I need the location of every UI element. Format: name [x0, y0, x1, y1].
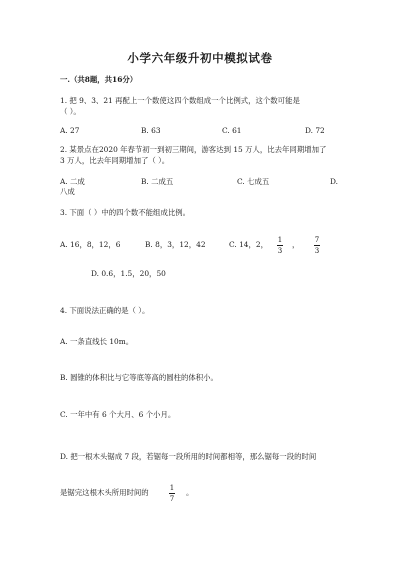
question-2-option-c: C. 七成五	[237, 177, 270, 186]
question-3-option-a: A. 16，8，12，6	[60, 240, 121, 249]
question-1-text: 1. 把 9、3、21 再配上一个数使这四个数组成一个比例式，这个数可能是	[60, 96, 300, 105]
question-2-option-b: B. 二成五	[141, 177, 174, 186]
question-3-separator: ，	[292, 240, 300, 249]
section-heading: 一.（共8题，共16分）	[60, 75, 138, 84]
fraction-denominator: 7	[169, 495, 175, 503]
question-2-text-cont: 3 万人，比去年同期增加了（ ）。	[60, 156, 170, 165]
page-title: 小学六年级升初中模拟试卷	[127, 51, 273, 65]
fraction-bar	[169, 493, 175, 494]
fraction-bar	[314, 245, 320, 246]
question-3-fraction-one-third	[277, 236, 283, 255]
question-1-option-a: A. 27	[60, 126, 80, 135]
fraction-numerator: 1	[277, 236, 283, 244]
question-2-option-a: A. 二成	[60, 177, 85, 186]
question-1-option-c: C. 61	[222, 126, 242, 135]
question-4-option-b: B. 圆锥的体积比与它等底等高的圆柱的体积小。	[60, 373, 218, 382]
fraction-denominator: 3	[314, 247, 320, 255]
fraction-bar	[277, 245, 283, 246]
question-4-text: 4. 下面说法正确的是（ ）。	[60, 306, 150, 315]
question-4-option-d-end: 。	[186, 488, 194, 497]
question-1-text-cont: （ ）。	[60, 107, 81, 116]
question-2-option-d-text: 八成	[60, 187, 75, 196]
question-3-option-c: C. 14，2，	[229, 240, 268, 249]
question-1-option-d: D. 72	[305, 126, 325, 135]
question-4-option-d-cont: 是锯完这根木头所用时间的	[60, 488, 149, 497]
question-3-fraction-seven-thirds	[314, 236, 320, 255]
question-4-option-d: D. 把一根木头锯成 7 段，若锯每一段所用的时间都相等，那么锯每一段的时间	[60, 452, 317, 461]
fraction-numerator: 1	[169, 484, 175, 492]
question-4-option-c: C. 一年中有 6 个大月、6 个小月。	[60, 410, 176, 419]
question-4-fraction-one-seventh	[169, 484, 175, 503]
question-2-text: 2. 某景点在2020 年春节初一到初三期间，游客达到 15 万人，比去年同期增加了	[60, 145, 327, 154]
fraction-denominator: 3	[277, 247, 283, 255]
question-2-option-d: D.	[330, 177, 339, 186]
question-4-option-a: A. 一条直线长 10m。	[60, 337, 134, 346]
question-3-option-b: B. 8，3，12，42	[145, 240, 206, 249]
question-1-option-b: B. 63	[141, 126, 161, 135]
question-3-text: 3. 下面（ ）中的四个数不能组成比例。	[60, 208, 191, 217]
fraction-numerator: 7	[314, 236, 320, 244]
question-3-option-d: D. 0.6，1.5，20，50	[91, 269, 166, 278]
